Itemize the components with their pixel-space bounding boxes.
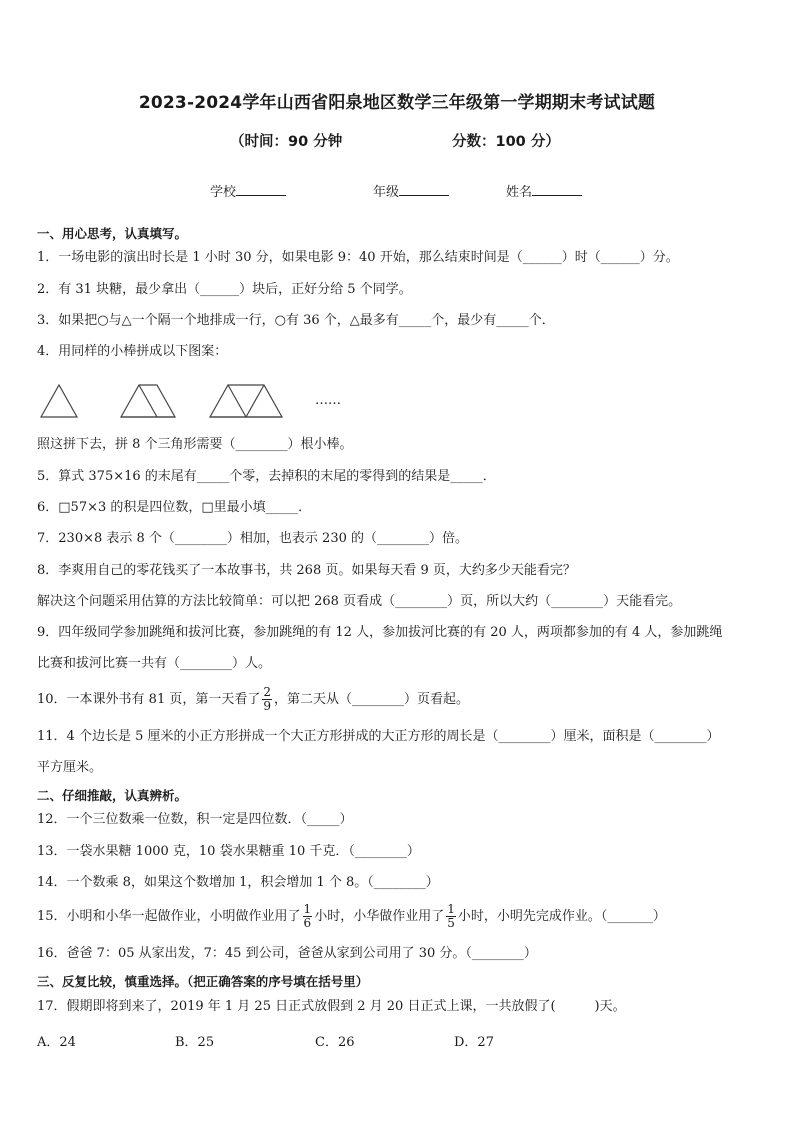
question-5: 5．算式 375×16 的末尾有_____个零，去掉积的末尾的零得到的结果是_____． (37, 469, 496, 484)
question-15-text-a: 15．小明和小华一起做作业，小明做作业用了 (37, 909, 301, 924)
grade-blank[interactable] (399, 183, 449, 196)
question-2: 2．有 31 块糖，最少拿出（______）块后，正好分给 5 个同学。 (37, 282, 412, 297)
question-4: 4．用同样的小棒拼成以下图案： (37, 344, 228, 359)
question-9-follow: 比赛和拔河比赛一共有（________）人。 (37, 656, 272, 671)
triangle-figure-3-divider-a (228, 385, 246, 417)
question-10-text-a: 10．一本课外书有 81 页，第一天看了 (37, 692, 261, 707)
question-8-follow: 解决这个问题采用估算的方法比较简单：可以把 268 页看成（________）页，所以大约（________）天能看完。 (37, 594, 682, 609)
question-4-follow: 照这拼下去，拼 8 个三角形需要（________）根小棒。 (37, 437, 353, 452)
section-heading-3: 三、反复比较，慎重选择。（把正确答案的序号填在括号里） (37, 974, 369, 989)
question-17: 17．假期即将到来了，2019 年 1 月 25 日正式放假到 2 月 20 日正式上课，一共放假了( )天。 (37, 999, 626, 1014)
fraction-denominator: 5 (447, 916, 455, 930)
question-15-text-c: 小时，小明先完成作业。（_______） (457, 909, 666, 924)
exam-time: （时间：90 分钟 (230, 134, 343, 150)
fraction-1-6 (303, 903, 313, 930)
exam-score: 分数：100 分） (452, 134, 560, 150)
school-field (210, 181, 286, 200)
triangle-figure-3 (210, 385, 282, 417)
page-title: 2023-2024学年山西省阳泉地区数学三年级第一学期期末考试试题 (138, 93, 656, 113)
name-blank[interactable] (532, 183, 582, 196)
question-15 (37, 903, 666, 931)
name-field (506, 181, 582, 200)
name-label: 姓名 (506, 185, 533, 200)
fraction-numerator: 2 (263, 685, 271, 699)
pattern-ellipsis: …… (315, 393, 341, 408)
question-11-follow: 平方厘米。 (37, 760, 103, 775)
triangle-figure-2-divider (139, 385, 157, 417)
triangle-figure-1 (41, 385, 77, 417)
fraction-2-9 (262, 686, 272, 713)
fraction-numerator: 1 (303, 902, 312, 916)
grade-label: 年级 (373, 185, 400, 200)
school-blank[interactable] (236, 183, 286, 196)
option-d[interactable]: D．27 (454, 1035, 494, 1050)
question-6: 6．□57×3 的积是四位数，□里最小填_____． (37, 500, 312, 515)
option-a[interactable]: A．24 (37, 1035, 76, 1050)
option-c[interactable]: C．26 (315, 1035, 355, 1050)
question-9: 9．四年级同学参加跳绳和拔河比赛，参加跳绳的有 12 人，参加拔河比赛的有 20 人，两项都参加的有 4 人，参加跳绳 (37, 625, 723, 640)
fraction-denominator: 9 (263, 699, 271, 713)
triangle-pattern-figure (37, 380, 357, 420)
question-1: 1．一场电影的演出时长是 1 小时 30 分，如果电影 9：40 开始，那么结束时间是（______）时（______）分。 (37, 250, 679, 265)
section-heading-2: 二、仔细推敲，认真辨析。 (37, 788, 188, 803)
grade-field (373, 181, 449, 200)
option-b[interactable]: B．25 (175, 1035, 215, 1050)
question-7: 7．230×8 表示 8 个（________）相加，也表示 230 的（________）倍。 (37, 531, 468, 546)
question-12: 12．一个三位数乘一位数，积一定是四位数．（_____） (37, 812, 353, 827)
question-15-text-b: 小时，小华做作业用了 (314, 909, 445, 924)
school-label: 学校 (210, 185, 237, 200)
question-14: 14．一个数乘 8，如果这个数增加 1，积会增加 1 个 8。（________） (37, 875, 439, 890)
fraction-denominator: 6 (303, 916, 312, 930)
question-16: 16．爸爸 7：05 从家出发，7：45 到公司，爸爸从家到公司用了 30 分。（________） (37, 946, 537, 961)
question-10-text-b: ，第二天从（________）页看起。 (274, 692, 470, 707)
question-13: 13．一袋水果糖 1000 克，10 袋水果糖重 10 千克．（________） (37, 844, 420, 859)
question-11: 11．4 个边长是 5 厘米的小正方形拼成一个大正方形拼成的大正方形的周长是（________）厘米，面积是（________） (37, 729, 720, 744)
question-10 (37, 686, 469, 714)
question-8: 8．李爽用自己的零花钱买了一本故事书，共 268 页。如果每天看 9 页，大约多少天能看完？ (37, 563, 576, 578)
question-3: 3．如果把○与△一个隔一个地排成一行，○有 36 个，△最多有_____个，最少有_____个． (37, 313, 555, 328)
fraction-numerator: 1 (447, 902, 455, 916)
fraction-1-5 (446, 903, 456, 930)
section-heading-1: 一、用心思考，认真填写。 (37, 226, 188, 241)
triangle-figure-3-divider-b (246, 385, 264, 417)
